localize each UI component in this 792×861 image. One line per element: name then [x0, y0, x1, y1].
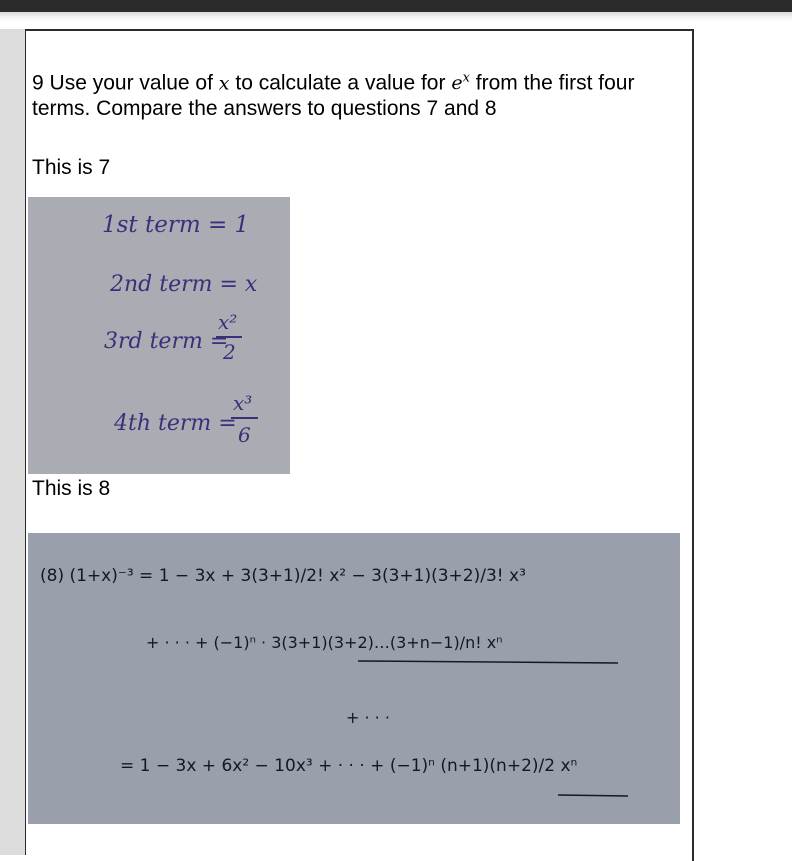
- handwritten-image-7: [28, 197, 290, 474]
- hw7-line4-denominator: 6: [238, 423, 251, 447]
- hw7-line4-left: 4th term =: [114, 411, 237, 436]
- exponential-expression: [451, 72, 470, 94]
- hw7-line4-numerator: x³: [233, 391, 253, 415]
- top-bar-shadow: [0, 12, 792, 22]
- hw7-line3-numerator: x²: [218, 310, 238, 334]
- expr-exponent: x: [462, 71, 470, 86]
- browser-top-bar: [0, 0, 792, 12]
- hw7-line2: 2nd term = x: [110, 272, 258, 297]
- label-answer-7: This is 7: [32, 156, 111, 179]
- question-text-before: Use your value of: [49, 71, 213, 95]
- expr-base: e: [451, 72, 463, 95]
- hw8-row1: (8) (1+x)⁻³ = 1 − 3x + 3(3+1)/2! x² − 3(3+1)(3+2)/3! x³: [40, 566, 526, 586]
- question-text-after: from the first four terms. Compare the answers to questions 7 and 8: [32, 71, 635, 121]
- hw7-line1: 1st term = 1: [102, 212, 250, 238]
- hw7-line3-denominator: 2: [223, 340, 236, 364]
- left-gutter: [0, 29, 27, 855]
- hw8-row2: + · · · + (−1)ⁿ · 3(3+1)(3+2)…(3+n−1)/n! xⁿ: [146, 633, 503, 652]
- hw8-row4-fraction-bar: [558, 795, 628, 796]
- hw7-line3-left: 3rd term =: [104, 329, 229, 354]
- question-text: [32, 66, 692, 122]
- label-answer-8: This is 8: [32, 477, 111, 500]
- hw8-row2-fraction-bar: [358, 661, 618, 663]
- hw8-row3: + · · ·: [346, 708, 390, 727]
- question-text-mid: to calculate a value for: [235, 71, 446, 95]
- handwritten-image-8: [28, 533, 680, 824]
- variable-x: x: [218, 72, 230, 95]
- hw8-row4: = 1 − 3x + 6x² − 10x³ + · · · + (−1)ⁿ (n+1)(n+2)/2 xⁿ: [120, 756, 578, 776]
- question-number: 9: [32, 71, 44, 95]
